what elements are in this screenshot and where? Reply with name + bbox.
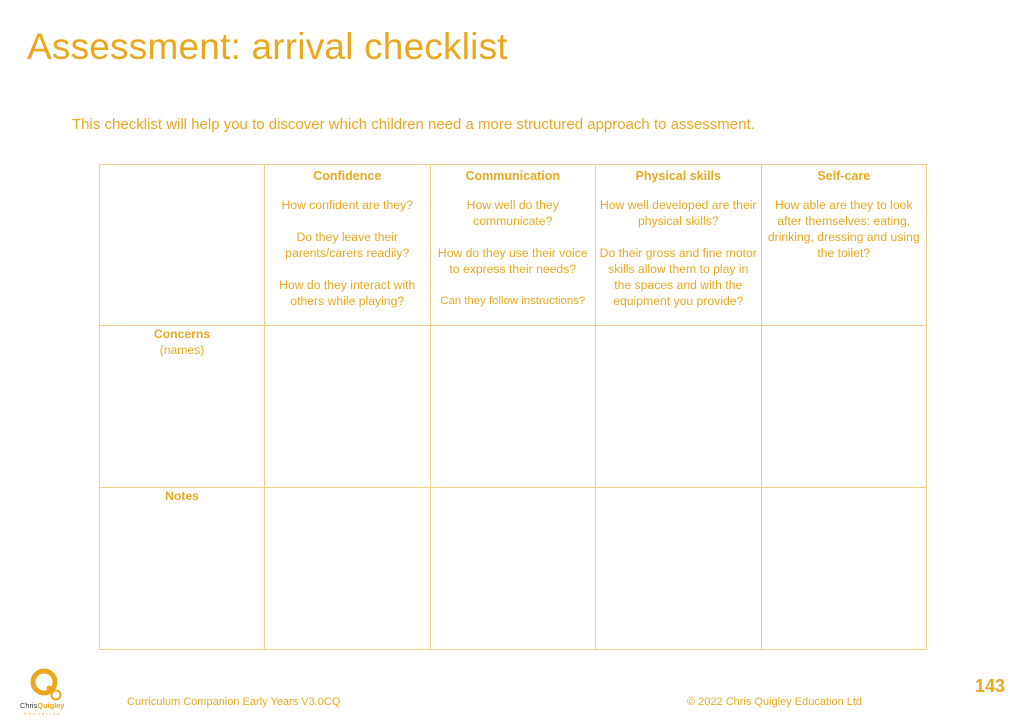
concerns-cell-communication[interactable] — [430, 326, 596, 488]
notes-cell-communication[interactable] — [430, 488, 596, 650]
question: How confident are they? — [281, 198, 413, 212]
question: How do they interact with others while playing? — [279, 278, 416, 308]
page-title: Assessment: arrival checklist — [27, 26, 508, 67]
table-row-concerns — [100, 326, 927, 488]
question: How able are they to look after themselves: eating, drinking, dressing and using the toilet? — [767, 198, 920, 260]
question: Do they leave their parents/carers readily? — [285, 230, 410, 260]
column-heading: Communication — [465, 169, 560, 183]
question: How well developed are their physical skills? — [600, 198, 757, 228]
row-label-notes — [100, 488, 265, 650]
logo-subtext: Education — [24, 711, 62, 716]
corner-cell — [100, 165, 265, 326]
logo-wordmark: ChrisQuigley — [20, 701, 65, 710]
notes-cell-confidence[interactable] — [265, 488, 431, 650]
column-heading: Physical skills — [635, 169, 721, 183]
notes-cell-physical-skills[interactable] — [596, 488, 762, 650]
row-label-concerns — [100, 326, 265, 488]
page-number: 143 — [975, 676, 1006, 696]
concerns-cell-confidence[interactable] — [265, 326, 431, 488]
row-label: Notes — [165, 489, 199, 503]
chris-quigley-logo — [20, 664, 70, 716]
footer-document-title: Curriculum Companion Early Years V3.0CQ — [127, 696, 341, 708]
column-heading: Confidence — [313, 169, 382, 183]
column-physical-skills — [596, 165, 762, 326]
column-communication — [430, 165, 596, 326]
arrival-checklist-table — [99, 164, 927, 650]
footer-copyright: © 2022 Chris Quigley Education Ltd — [687, 696, 863, 708]
table-row-notes — [100, 488, 927, 650]
concerns-cell-physical-skills[interactable] — [596, 326, 762, 488]
question: How do they use their voice to express their needs? — [437, 246, 588, 276]
intro-text: This checklist will help you to discover which children need a more structured approach to assessment. — [72, 116, 755, 133]
column-heading: Self-care — [817, 169, 871, 183]
column-self-care — [761, 165, 927, 326]
question: Can they follow instructions? — [440, 295, 586, 307]
notes-cell-self-care[interactable] — [761, 488, 927, 650]
table-header-row — [100, 165, 927, 326]
row-label: Concerns — [153, 327, 211, 341]
question: Do their gross and fine motor skills allow them to play in the spaces and with the equipment you provide? — [599, 246, 757, 308]
question: How well do they communicate? — [466, 198, 559, 228]
column-confidence — [265, 165, 431, 326]
row-sublabel: (names) — [159, 343, 205, 357]
concerns-cell-self-care[interactable] — [761, 326, 927, 488]
